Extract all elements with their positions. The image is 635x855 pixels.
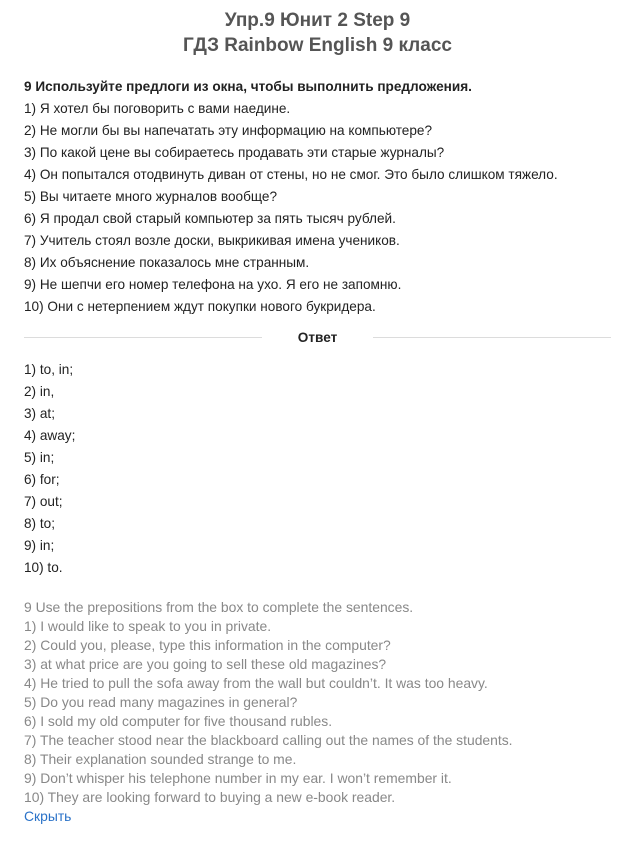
task-sentence: 8) Их объяснение показалось мне странным. (24, 255, 310, 270)
task-sentence: 4) Он попытался отодвинуть диван от стены, но не смог. Это было слишком тяжело. (24, 167, 558, 182)
task-sentence: 10) Они с нетерпением ждут покупки нового букридера. (24, 299, 376, 314)
answer-item: 4) away; (24, 428, 76, 443)
task-sentence: 5) Вы читаете много журналов вообще? (24, 189, 278, 204)
title-line-1: Упр.9 Юнит 2 Step 9 (224, 10, 411, 31)
title-line-2: ГДЗ Rainbow English 9 класс (183, 35, 452, 56)
translation-sentence: 5) Do you read many magazines in general? (24, 694, 298, 710)
page-title (24, 8, 611, 58)
answer-item: 1) to, in; (24, 362, 74, 377)
translation-sentence: 4) He tried to pull the sofa away from the wall but couldn’t. It was too heavy. (24, 675, 488, 691)
task-sentence: 3) По какой цене вы собираетесь продавать эти старые журналы? (24, 145, 445, 160)
task-sentence: 7) Учитель стоял возле доски, выкрикивая имена учеников. (24, 233, 400, 248)
task-sentence: 2) Не могли бы вы напечатать эту информацию на компьютере? (24, 123, 433, 138)
task-block (24, 76, 611, 318)
translation-sentence: 8) Their explanation sounded strange to me. (24, 751, 297, 767)
task-sentence: 1) Я хотел бы поговорить с вами наедине. (24, 101, 291, 116)
translation-sentence: 6) I sold my old computer for five thousand rubles. (24, 713, 333, 729)
answer-list (24, 359, 611, 579)
answer-label: Ответ (297, 330, 338, 345)
divider-line-left (24, 337, 262, 338)
translation-sentence: 9) Don’t whisper his telephone number in my ear. I won’t remember it. (24, 770, 452, 786)
answer-divider (24, 330, 611, 345)
translation-sentence: 2) Could you, please, type this information in the computer? (24, 637, 391, 653)
task-heading: 9 Используйте предлоги из окна, чтобы выполнить предложения. (24, 79, 472, 94)
answer-item: 2) in, (24, 384, 55, 399)
answer-item: 6) for; (24, 472, 60, 487)
translation-sentence: 10) They are looking forward to buying a new e-book reader. (24, 789, 396, 805)
translation-sentence: 1) I would like to speak to you in private. (24, 618, 272, 634)
answer-item: 7) out; (24, 494, 63, 509)
answer-item: 5) in; (24, 450, 55, 465)
translation-block (24, 598, 611, 807)
translation-sentence: 3) at what price are you going to sell these old magazines? (24, 656, 387, 672)
translation-heading: 9 Use the prepositions from the box to complete the sentences. (24, 599, 414, 615)
page (0, 8, 635, 826)
answer-item: 8) to; (24, 516, 55, 531)
hide-link[interactable]: Скрыть (24, 808, 72, 824)
divider-line-right (373, 337, 611, 338)
translation-sentence: 7) The teacher stood near the blackboard calling out the names of the students. (24, 732, 513, 748)
answer-item: 9) in; (24, 538, 55, 553)
task-sentence: 9) Не шепчи его номер телефона на ухо. Я его не запомню. (24, 277, 402, 292)
task-sentence: 6) Я продал свой старый компьютер за пять тысяч рублей. (24, 211, 396, 226)
answer-item: 3) at; (24, 406, 55, 421)
answer-item: 10) to. (24, 560, 63, 575)
